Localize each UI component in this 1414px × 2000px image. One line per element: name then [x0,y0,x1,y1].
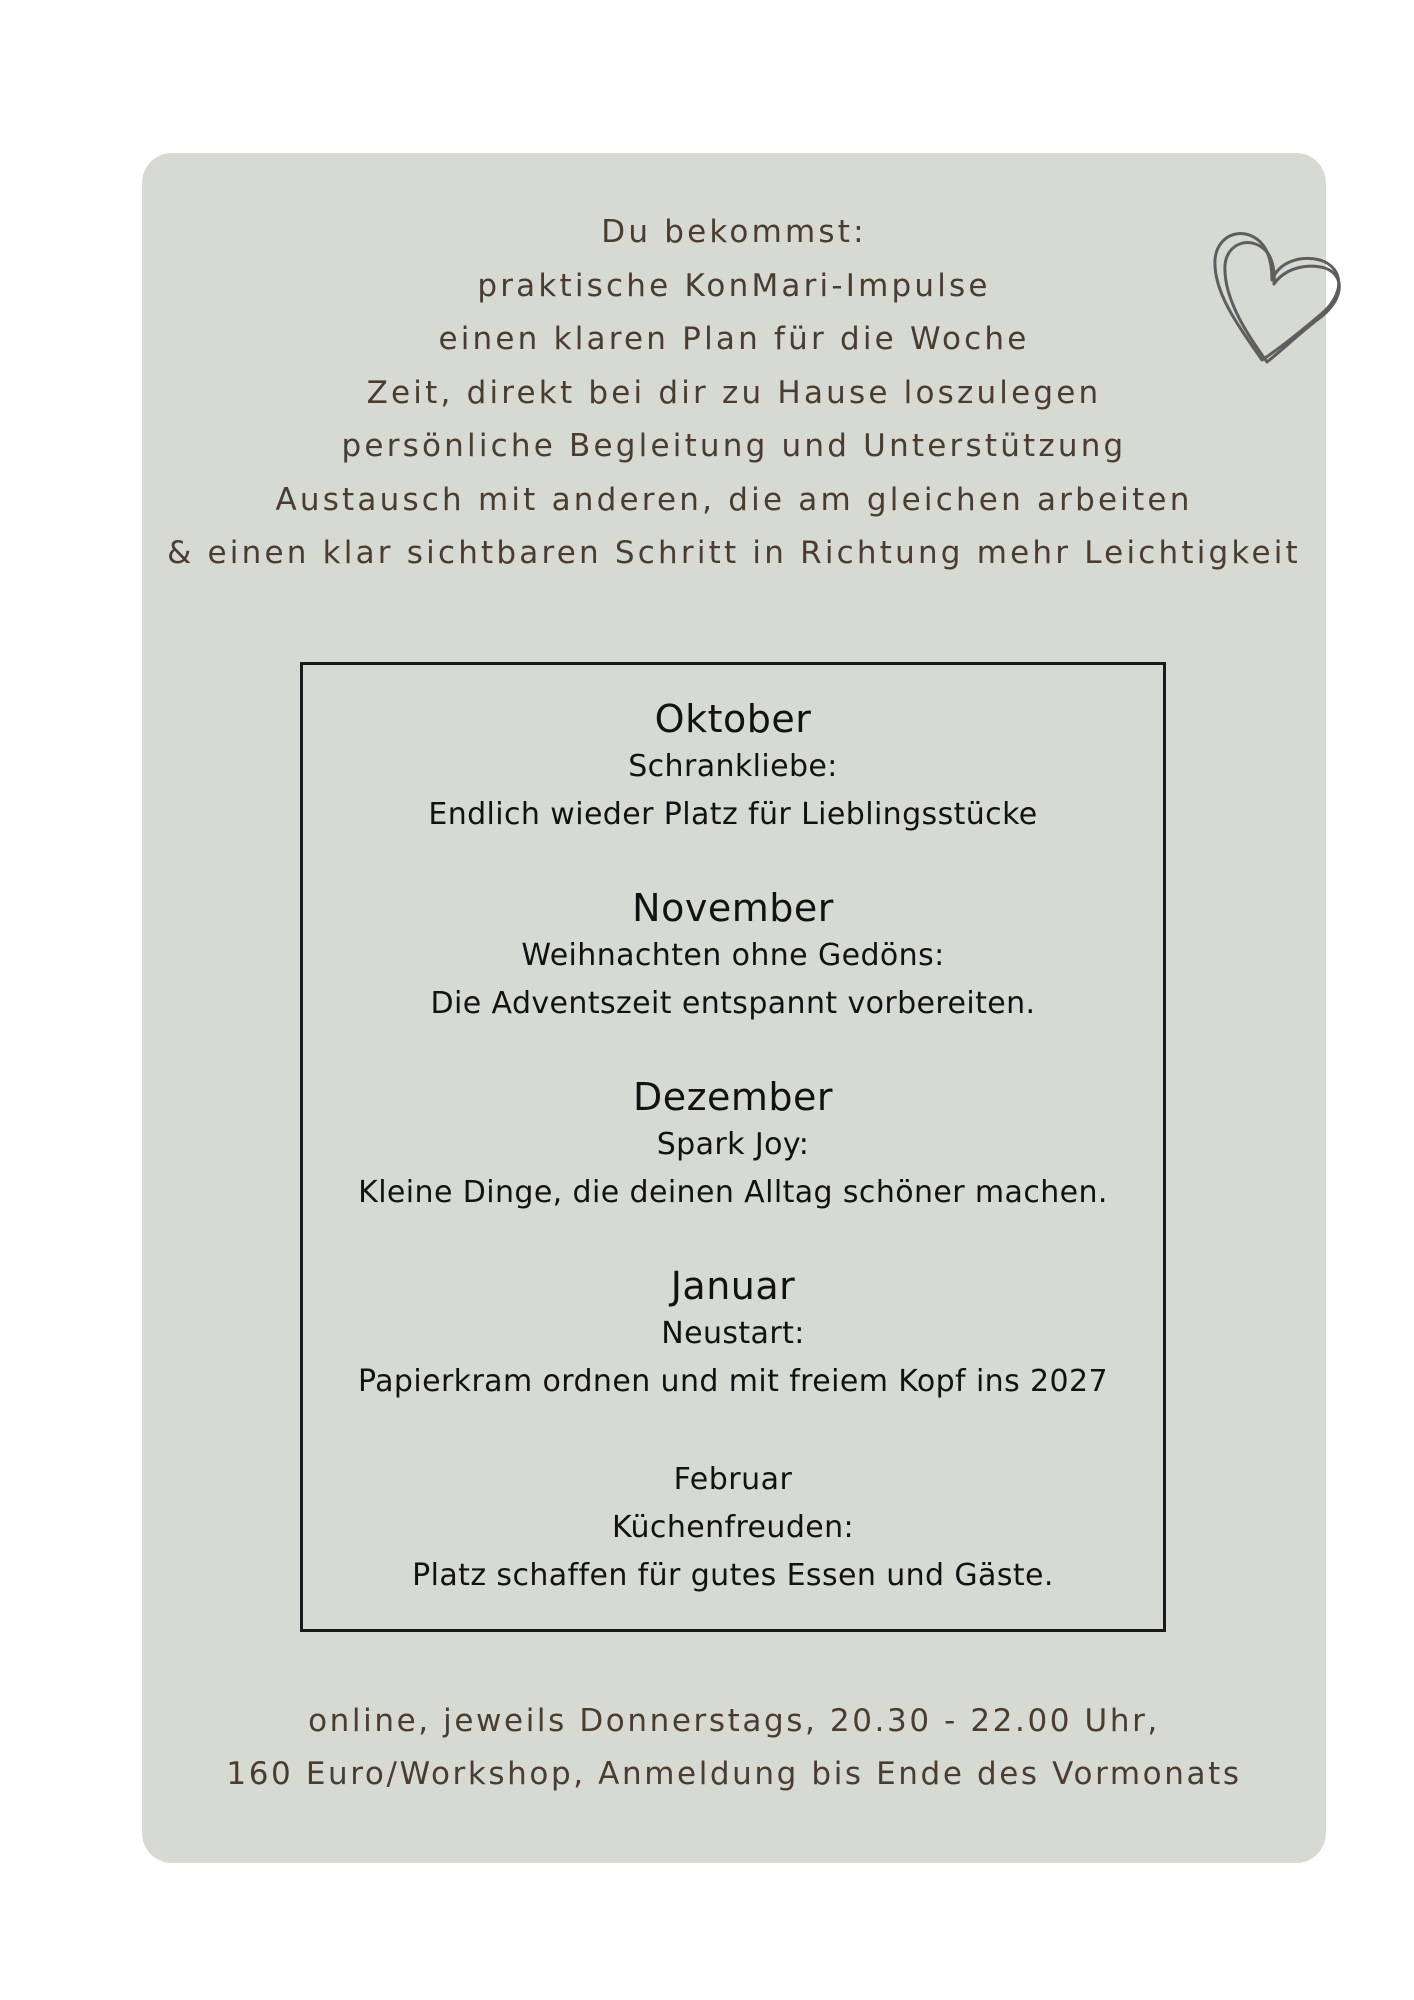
month-name: November [632,886,834,930]
benefit-item: praktische KonMari-Impulse [477,267,991,304]
workshop-schedule-box [300,662,1166,1632]
benefit-item: einen klaren Plan für die Woche [438,321,1030,357]
price-line: 160 Euro/Workshop, Anmeldung bis Ende des Vormonats [226,1756,1242,1792]
month-description: Kleine Dinge, die deinen Alltag schöner machen. [358,1175,1108,1210]
schedule-line: online, jeweils Donnerstags, 20.30 - 22.00 Uhr, [308,1703,1160,1739]
benefit-item: & einen klar sichtbaren Schritt in Richtung mehr Leichtigkeit [167,535,1301,571]
month-block-februar [303,1456,1163,1600]
month-topic: Spark Joy: [656,1127,810,1162]
month-description: Die Adventszeit entspannt vorbereiten. [430,986,1036,1021]
month-block-oktober [303,695,1163,839]
month-name: Oktober [654,697,812,741]
month-name: Januar [670,1264,796,1308]
month-name: Dezember [632,1075,834,1119]
month-description: Endlich wieder Platz für Lieblingsstücke [428,797,1038,832]
benefit-item: Austausch mit anderen, die am gleichen arbeiten [275,481,1193,518]
month-topic: Weihnachten ohne Gedöns: [521,938,945,973]
benefits-list [142,206,1326,581]
month-topic: Schrankliebe: [628,749,838,784]
event-details [142,1695,1326,1801]
month-description: Papierkram ordnen und mit freiem Kopf ins 2027 [357,1364,1109,1399]
month-block-november [303,884,1163,1028]
month-description: Platz schaffen für gutes Essen und Gäste. [412,1558,1054,1593]
month-topic: Küchenfreuden: [611,1510,855,1545]
benefit-item: persönliche Begleitung und Unterstützung [341,428,1127,464]
month-block-dezember [303,1073,1163,1217]
benefits-heading: Du bekommst: [601,214,867,250]
month-name: Februar [673,1462,793,1497]
month-topic: Neustart: [661,1316,805,1351]
month-block-januar [303,1262,1163,1406]
benefit-item: Zeit, direkt bei dir zu Hause loszulegen [366,374,1102,411]
